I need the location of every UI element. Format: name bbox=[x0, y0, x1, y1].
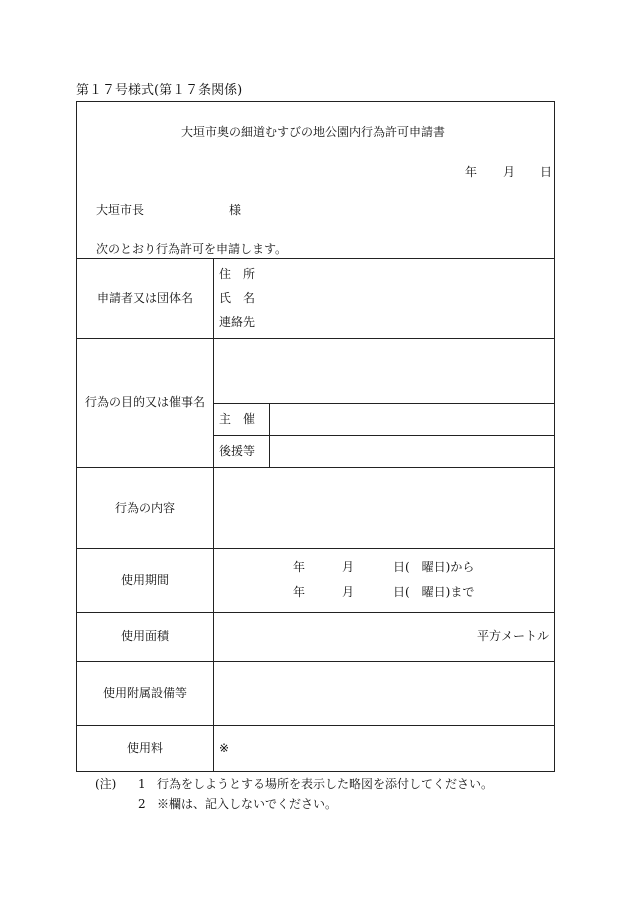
form-number: 第１７号様式(第１７条関係) bbox=[76, 83, 243, 98]
area-unit: 平方メートル bbox=[477, 629, 550, 643]
applicant-label: 申請者又は団体名 bbox=[96, 291, 193, 305]
date-year-label: 年 bbox=[465, 165, 478, 179]
content-label: 行為の内容 bbox=[114, 501, 175, 515]
applicant-contact-label: 連絡先 bbox=[219, 315, 256, 329]
period-label: 使用期間 bbox=[120, 573, 169, 587]
fee-mark: ※ bbox=[219, 741, 230, 755]
row-divider bbox=[77, 725, 554, 726]
row-divider bbox=[77, 661, 554, 662]
notes-prefix: (注) bbox=[95, 777, 117, 791]
period-start-day: 日( 曜日)から bbox=[393, 560, 475, 574]
note-number: 1 bbox=[138, 777, 146, 791]
period-start-month: 月 bbox=[342, 560, 355, 574]
row-divider bbox=[77, 612, 554, 613]
column-divider bbox=[269, 403, 270, 467]
applicant-address-label: 住 所 bbox=[219, 267, 256, 281]
period-end-day: 日( 曜日)まで bbox=[393, 585, 475, 599]
row-divider bbox=[213, 403, 554, 404]
addressee-honorific: 様 bbox=[229, 203, 242, 217]
application-form bbox=[76, 101, 555, 772]
organizer-label: 主 催 bbox=[219, 412, 256, 426]
period-end-month: 月 bbox=[342, 585, 355, 599]
addressee-name: 大垣市長 bbox=[96, 203, 145, 217]
period-start-year: 年 bbox=[293, 560, 306, 574]
fee-label: 使用料 bbox=[126, 741, 163, 755]
purpose-label: 行為の目的又は催事名 bbox=[84, 395, 205, 409]
facilities-label: 使用附属設備等 bbox=[102, 686, 187, 700]
date-month-label: 月 bbox=[503, 165, 516, 179]
supporter-label: 後援等 bbox=[219, 444, 256, 458]
note-number: 2 bbox=[138, 797, 146, 811]
note-text: ※欄は、記入しないでください。 bbox=[157, 797, 338, 811]
row-divider bbox=[77, 338, 554, 339]
intro-text: 次のとおり行為許可を申請します。 bbox=[96, 242, 288, 256]
date-day-label: 日 bbox=[540, 165, 553, 179]
applicant-name-label: 氏 名 bbox=[219, 291, 256, 305]
column-divider bbox=[213, 258, 214, 771]
row-divider bbox=[213, 435, 554, 436]
area-label: 使用面積 bbox=[120, 629, 169, 643]
row-divider bbox=[77, 548, 554, 549]
row-divider bbox=[77, 467, 554, 468]
form-title: 大垣市奥の細道むすびの地公園内行為許可申請書 bbox=[181, 125, 446, 139]
note-text: 行為をしようとする場所を表示した略図を添付してください。 bbox=[157, 777, 494, 791]
period-end-year: 年 bbox=[293, 585, 306, 599]
row-divider bbox=[77, 258, 554, 259]
